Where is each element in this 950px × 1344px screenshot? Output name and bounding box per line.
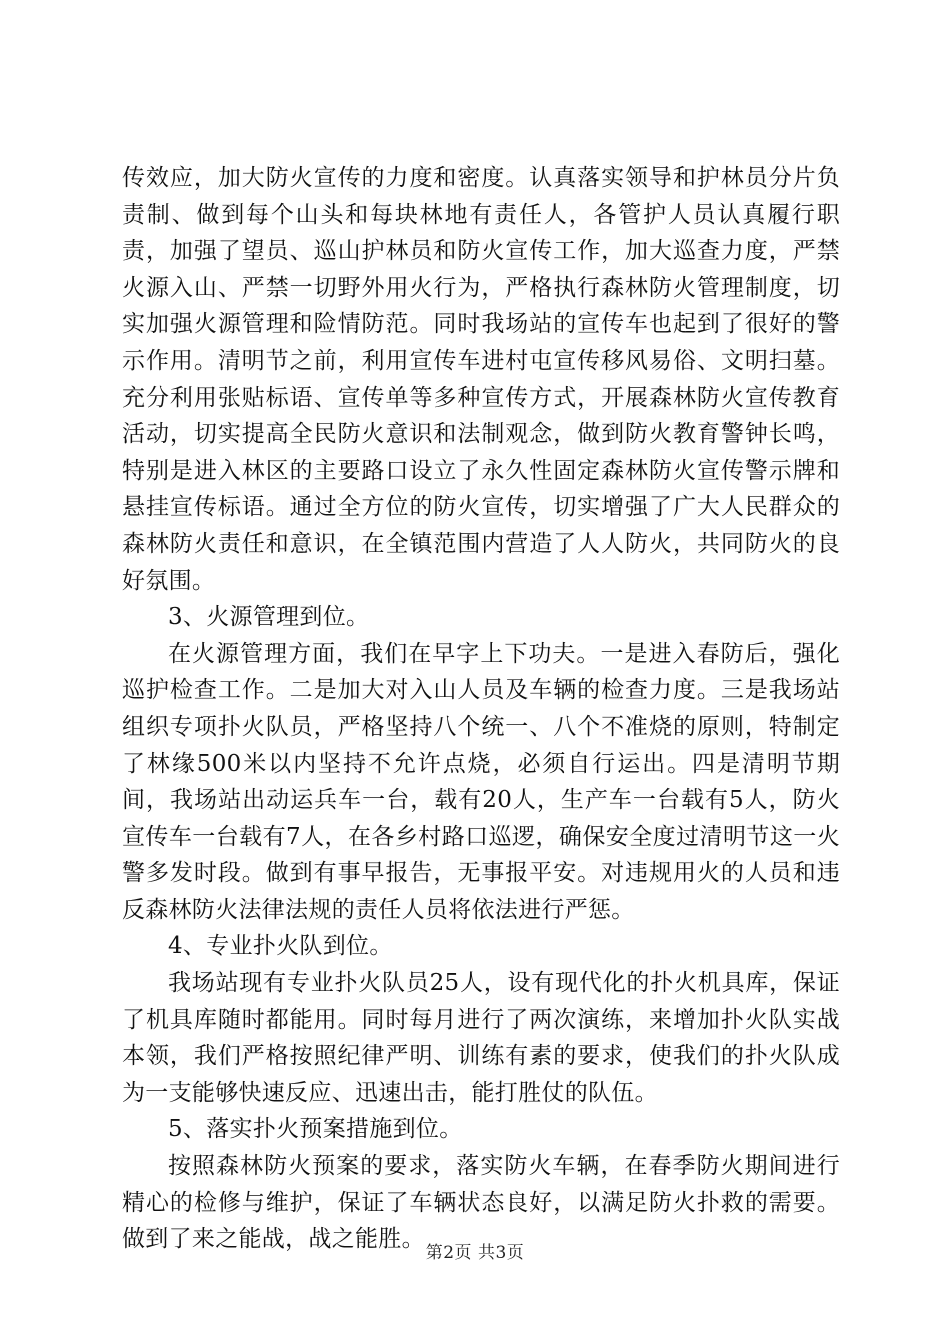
document-body [122, 160, 840, 1258]
paragraph-fire-publicity: 传效应，加大防火宣传的力度和密度。认真落实领导和护林员分片负责制、做到每个山头和每块林地有责任人，各管护人员认真履行职责，加强了望员、巡山护林员和防火宣传工作，加大巡查力度，严禁火源入山、严禁一切野外用火行为，严格执行森林防火管理制度，切实加强火源管理和险情防范。同时我场站的宣传车也起到了很好的警示作用。清明节之前，利用宣传车进村屯宣传移风易俗、文明扫墓。充分利用张贴标语、宣传单等多种宣传方式，开展森林防火宣传教育活动，切实提高全民防火意识和法制观念，做到防火教育警钟长鸣，特别是进入林区的主要路口设立了永久性固定森林防火宣传警示牌和悬挂宣传标语。通过全方位的防火宣传，切实增强了广大人民群众的森林防火责任和意识，在全镇范围内营造了人人防火，共同防火的良好氛围。 [122, 165, 840, 594]
paragraph-contingency-plan: 按照森林防火预案的要求，落实防火车辆，在春季防火期间进行精心的检修与维护，保证了车辆状态良好，以满足防火扑救的需要。做到了来之能战，战之能胜。 [122, 1153, 840, 1253]
paragraph-firefighting-team: 我场站现有专业扑火队员25人，设有现代化的扑火机具库，保证了机具库随时都能用。同时每月进行了两次演练，来增加扑火队实战本领，我们严格按照纪律严明、训练有素的要求，使我们的扑火队成为一支能够快速反应、迅速出击，能打胜仗的队伍。 [122, 970, 840, 1106]
heading-firefighting-team: 4、专业扑火队到位。 [168, 933, 393, 960]
page-number-footer: 第2页 共3页 [425, 1243, 525, 1263]
heading-contingency-plan: 5、落实扑火预案措施到位。 [168, 1116, 463, 1143]
heading-fire-source-management: 3、火源管理到位。 [168, 604, 370, 631]
paragraph-fire-source-management: 在火源管理方面，我们在早字上下功夫。一是进入春防后，强化巡护检查工作。二是加大对入山人员及车辆的检查力度。三是我场站组织专项扑火队员，严格坚持八个统一、八个不准烧的原则，特制定了林缘500米以内坚持不允许点烧，必须自行运出。四是清明节期间，我场站出动运兵车一台，载有20人，生产车一台载有5人，防火宣传车一台载有7人，在各乡村路口巡逻，确保安全度过清明节这一火警多发时段。做到有事早报告，无事报平安。对违规用火的人员和违反森林防火法律法规的责任人员将依法进行严惩。 [122, 640, 840, 923]
